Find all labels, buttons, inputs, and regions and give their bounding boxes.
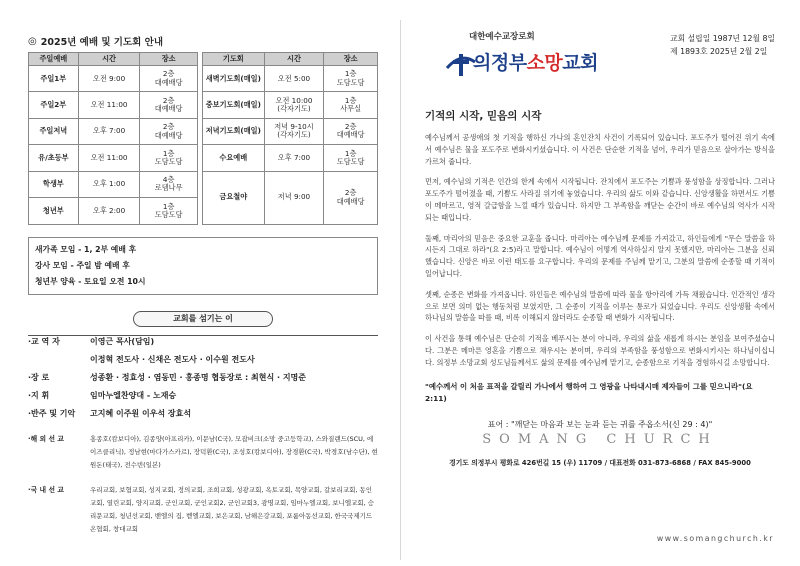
- event-location: 2층 대예배당: [140, 66, 198, 92]
- church-name-part: 교회: [562, 52, 598, 74]
- event-name: 유/초등부: [29, 145, 79, 171]
- table-row: [29, 66, 198, 92]
- event-name: 금요철야: [203, 171, 265, 224]
- staff-label: ·반주 및 기악: [28, 408, 76, 418]
- table-header: 기도회: [203, 53, 265, 66]
- event-name: 저녁기도회(매일): [203, 118, 265, 144]
- table-header: 시간: [78, 53, 140, 66]
- event-location: 1층 도담도담: [324, 66, 378, 92]
- church-name-part: 의정부: [473, 52, 527, 74]
- article-paragraph: 셋째, 순종은 변화를 가져옵니다. 하인들은 예수님의 말씀에 따라 물을 항아리에 가득 채웠습니다. 인간적인 생각으로 보면 의미 없는 행동처럼 보였지만, 그 순종이 기적을 이루는 통로가 되었습니다. 우리도 신앙생활 속에서 하나님의 말씀을 따를 때, 비록 이해되지 않더라도 순종할 때 변화가 시작됩니다.: [425, 289, 775, 323]
- overseas-list: 홍종호(캄보디아), 김종양(아프리카), 이문남(C국), 모잡비크(소망 중고등학교), 스와질랜드(SCU, 에이즈클리닉), 정남현(마다가스카르), 장덕환(C국), 조성호(캄보디아), 장경환(C국), 박경호(남수단), 현원돈(태국), 전수빈(일본): [90, 434, 378, 469]
- prayer-meeting-table: [202, 52, 378, 225]
- church-logo: [425, 28, 605, 84]
- table-header: 시간: [264, 53, 324, 66]
- divider: [28, 335, 378, 336]
- serve-heading: 교회를 섬기는 이: [133, 311, 273, 327]
- event-location: 1층 도담도담: [140, 198, 198, 224]
- article-paragraph: 먼저, 예수님의 기적은 인간의 한계 속에서 시작됩니다. 잔치에서 포도주는 기쁨과 풍성함을 상징합니다. 그러나 포도주가 떨어졌을 때, 기쁨도 사라질 위기에 놓였습니다. 우리의 삶도 이와 같습니다. 신앙생활을 하면서도 기쁨이 메마르고, 영적 갈급함을 느낄 때가 있습니다. 하지만 그 부족함을 깨닫는 순간이 바로 예수님의 역사가 시작되는 때입니다.: [425, 177, 775, 222]
- staff-value: 임마누엘찬양대 - 노재승: [90, 390, 177, 400]
- staff-value: 고지혜 이주원 이우석 장효석: [90, 408, 192, 418]
- table-row: [29, 92, 198, 118]
- table-row: [203, 66, 378, 92]
- event-time: 오후 1:00: [78, 171, 140, 197]
- event-time: 오전 10:00 (각자기도): [264, 92, 324, 118]
- event-name: 청년부: [29, 198, 79, 224]
- table-row: [203, 171, 378, 224]
- event-time: 오후 2:00: [78, 198, 140, 224]
- center-divider: [400, 20, 401, 560]
- table-row: [29, 118, 198, 144]
- notice-item: 강사 모임 - 주일 밤 예배 후: [35, 260, 130, 270]
- staff-value: 성종환 · 정효성 · 염동민 · 홍종명 협동장로 : 최현식 · 지명준: [90, 372, 307, 382]
- event-name: 수요예배: [203, 145, 265, 171]
- staff-label: ·장 로: [28, 372, 50, 382]
- event-time: 오전 9:00: [78, 66, 140, 92]
- article-paragraph: 이 사건을 통해 예수님은 단순히 기적을 베푸시는 분이 아니라, 우리의 삶을 새롭게 하시는 분임을 보여주셨습니다. 그분은 메마른 영혼을 기쁨으로 채우시는 분이며, 우리의 부족함을 풍성함으로 변화시키시는 하나님이십니다. 의정부 소망교회 성도님들께서도 삶의 문제를 예수님께 맡기고, 순종함으로 기적을 경험하시길 소망합니다.: [425, 334, 775, 367]
- table-row: [203, 92, 378, 118]
- event-location: 4층 로뎀나무: [140, 171, 198, 197]
- event-location: 2층 대예배당: [140, 118, 198, 144]
- event-location: 2층 대예배당: [324, 118, 378, 144]
- founded-date: 교회 설립일 1987년 12월 8일: [670, 34, 775, 43]
- event-time: 오전 11:00: [78, 92, 140, 118]
- sunday-worship-table: [28, 52, 198, 225]
- staff-value: 이정혁 전도사 · 신채은 전도사 · 이수원 전도사: [90, 354, 255, 364]
- staff-row: [28, 387, 378, 405]
- event-location: 2층 대예배당: [140, 92, 198, 118]
- article-paragraph: 예수님께서 공생애의 첫 기적을 행하신 가나의 혼인잔치 사건이 기록되어 있습니다. 포도주가 떨어진 위기 속에서 예수님은 물을 포도주로 변화시키셨습니다. 이 사건은 단순한 기적을 넘어, 우리가 믿음으로 살아가는 방식을 가르쳐 줍니다.: [425, 133, 775, 166]
- schedule-title: [28, 34, 378, 48]
- church-name-highlight: 소망: [526, 52, 563, 74]
- event-location: 1층 사무실: [324, 92, 378, 118]
- left-panel: [28, 34, 378, 536]
- event-time: 오후 7:00: [78, 118, 140, 144]
- church-name: [473, 48, 598, 75]
- right-panel: [425, 28, 775, 467]
- double-circle-icon: ◎: [28, 35, 37, 47]
- staff-label: ·지 휘: [28, 390, 50, 400]
- table-header: 장소: [140, 53, 198, 66]
- overseas-label: ·해 외 선 교: [28, 434, 64, 443]
- staff-label: [28, 351, 90, 369]
- schedule-title-text: 2025년 예배 및 기도회 안내: [40, 37, 163, 48]
- event-time: 오전 5:00: [264, 66, 324, 92]
- event-name: 학생부: [29, 171, 79, 197]
- church-motto: 표어 : "깨닫는 마음과 보는 눈과 듣는 귀를 주옵소서(신 29 : 4)": [487, 419, 713, 429]
- event-time: 저녁 9-10시 (각자기도): [264, 118, 324, 144]
- domestic-label: ·국 내 선 교: [28, 485, 64, 494]
- scripture-quote: "예수께서 이 처음 표적을 갈릴리 가나에서 행하여 그 영광을 나타내시매 제자들이 그를 믿으니라"(요 2:11): [425, 381, 753, 403]
- denomination: 대한예수교장로회: [469, 32, 535, 42]
- event-location: 1층 도담도담: [324, 145, 378, 171]
- table-row: [29, 198, 198, 224]
- article-title: 기적의 시작, 믿음의 시작: [425, 110, 542, 122]
- event-location: 2층 대예배당: [324, 171, 378, 224]
- notice-item: 새가족 모임 - 1, 2부 예배 후: [35, 244, 137, 254]
- issue-meta: [670, 32, 775, 84]
- event-time: 저녁 9:00: [264, 171, 324, 224]
- bulletin-header: [425, 28, 775, 84]
- table-row: [203, 118, 378, 144]
- staff-value: 이영근 목사(담임): [90, 336, 155, 346]
- notice-box: [28, 237, 378, 295]
- table-row: [29, 171, 198, 197]
- event-name: 주일1부: [29, 66, 79, 92]
- staff-row: [28, 351, 378, 369]
- table-header: 주일예배: [29, 53, 79, 66]
- schedule-tables: [28, 52, 378, 225]
- event-name: 주일저녁: [29, 118, 79, 144]
- staff-list: [28, 333, 378, 423]
- church-address: 경기도 의정부시 평화로 426번길 15 (우) 11709 / 대표전화 031-873-6868 / FAX 845-9000: [449, 458, 751, 467]
- website-link[interactable]: www.somangchurch.kr: [656, 534, 774, 543]
- event-time: 오후 7:00: [264, 145, 324, 171]
- event-name: 주일2부: [29, 92, 79, 118]
- overseas-mission: [28, 433, 378, 472]
- staff-row: [28, 369, 378, 387]
- table-row: [203, 145, 378, 171]
- event-location: 1층 도담도담: [140, 145, 198, 171]
- event-time: 오전 11:00: [78, 145, 140, 171]
- event-name: 새벽기도회(매일): [203, 66, 265, 92]
- brand-wordmark: SOMANG CHURCH: [482, 431, 718, 447]
- domestic-mission: [28, 484, 378, 536]
- domestic-list: 우리교회, 보협교회, 성지교회, 정의교회, 조희교회, 성광교회, 옥토교회, 목양교회, 갈보리교회, 동인교회, 열린교회, 양지교회, 군인교회, 군인교회2, 군인교회3, 광명교회, 임마누엘교회, 보니엘교회, 승리문교회, 청년선교회, 밴엘의 집, 벧엘교회, 보은교회, 남해은강교회, 포룸아동선교회, 한국국제기드온협회, 창대교회: [90, 485, 375, 533]
- event-name: 중보기도회(매일): [203, 92, 265, 118]
- issue-number: 제 1893호 2025년 2월 2일: [670, 47, 768, 56]
- staff-row: [28, 405, 378, 423]
- table-row: [29, 145, 198, 171]
- notice-item: 청년부 양육 - 토요일 오전 10시: [35, 276, 146, 286]
- article-paragraph: 둘째, 마리아의 믿음은 중요한 교훈을 줍니다. 마리아는 예수님께 문제를 가져갔고, 하인들에게 "무슨 말씀을 하시든지 그대로 하라"(요 2:5)라고 말합니다. 예수님이 어떻게 역사하실지 알지 못했지만, 마리아는 그분을 신뢰했습니다. 신앙은 바로 이런 태도를 요구합니다. 우리의 문제를 주님께 맡기고, 그분의 말씀에 순종할 때 기적이 일어납니다.: [425, 233, 775, 278]
- table-header: 장소: [324, 53, 378, 66]
- staff-label: ·교 역 자: [28, 336, 60, 346]
